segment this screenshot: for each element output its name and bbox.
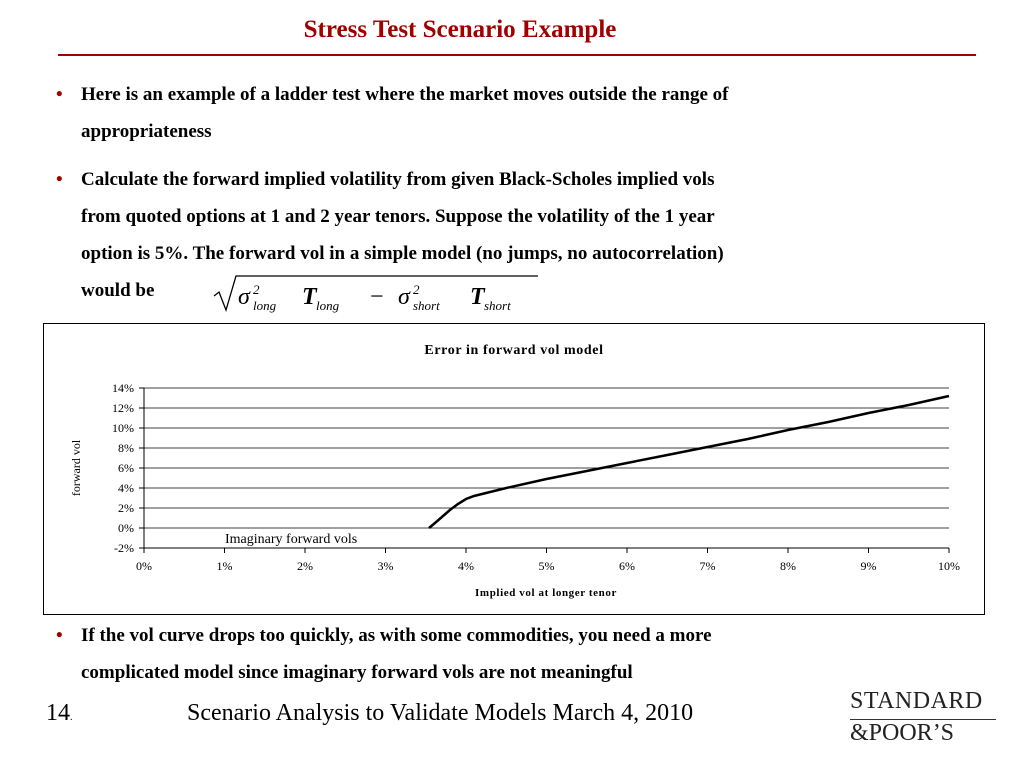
x-axis-ticks: [136, 548, 960, 573]
bullet-1: [81, 76, 961, 150]
y-tick-label: 12%: [112, 401, 134, 415]
bullet-line: would be: [81, 280, 155, 301]
chart-title: Error in forward vol model: [424, 343, 604, 358]
x-tick-label: 4%: [458, 559, 474, 573]
footer-title: Scenario Analysis to Validate Models March 4, 2010: [187, 700, 694, 726]
x-axis-label: Implied vol at longer tenor: [475, 587, 617, 599]
page-number-value: 14: [46, 700, 70, 726]
annotation-imaginary-forward-vols: Imaginary forward vols: [225, 532, 358, 547]
y-tick-label: 8%: [118, 441, 134, 455]
sigma-long-exponent: 2: [253, 282, 260, 297]
bullet-line: from quoted options at 1 and 2 year tenors. Suppose the volatility of the 1 year: [81, 206, 715, 227]
title-rule: [58, 54, 976, 56]
x-tick-label: 2%: [297, 559, 313, 573]
t-long: T: [302, 284, 317, 310]
minus-sign: −: [370, 284, 384, 310]
x-tick-label: 8%: [780, 559, 796, 573]
forward-vol-formula: [212, 272, 542, 314]
y-axis-ticks: [112, 381, 144, 555]
chart-frame: [43, 323, 985, 615]
t-short-subscript: short: [484, 298, 511, 313]
sigma-long-subscript: long: [253, 298, 277, 313]
x-tick-label: 9%: [860, 559, 877, 573]
page-number-dot: .: [70, 712, 73, 723]
sigma-short: σ: [398, 284, 410, 310]
x-tick-label: 10%: [938, 559, 960, 573]
logo-line-2: &POOR’S: [850, 720, 955, 746]
y-tick-label: 0%: [118, 521, 134, 535]
x-tick-label: 0%: [136, 559, 152, 573]
bullet-dot: •: [56, 169, 63, 190]
forward-vol-chart: [44, 324, 984, 614]
y-tick-label: 2%: [118, 501, 134, 515]
t-short: T: [470, 284, 485, 310]
t-long-subscript: long: [316, 298, 340, 313]
slide-title: Stress Test Scenario Example: [303, 16, 617, 43]
bullet-dot: •: [56, 84, 63, 105]
x-tick-label: 6%: [619, 559, 635, 573]
bullet-line: Here is an example of a ladder test where the market moves outside the range of: [81, 84, 729, 105]
x-tick-label: 3%: [377, 559, 394, 573]
standard-and-poors-logo: [850, 688, 1000, 756]
x-tick-label: 7%: [699, 559, 716, 573]
bullet-line: option is 5%. The forward vol in a simple model (no jumps, no autocorrelation): [81, 243, 724, 264]
bullet-line: If the vol curve drops too quickly, as with some commodities, you need a more: [81, 625, 712, 646]
grid-lines: [144, 388, 949, 548]
bullet-line: appropriateness: [81, 121, 212, 142]
bullet-3: [81, 617, 961, 691]
y-tick-label: 10%: [112, 421, 134, 435]
y-tick-label: 4%: [118, 481, 134, 495]
y-tick-label: 14%: [112, 381, 134, 395]
logo-line-1: STANDARD: [850, 688, 983, 714]
bullet-line: complicated model since imaginary forward vols are not meaningful: [81, 662, 633, 683]
page-number: [46, 700, 73, 727]
y-tick-label: 6%: [118, 461, 134, 475]
sigma-long: σ: [238, 284, 250, 310]
x-tick-label: 5%: [538, 559, 555, 573]
sigma-short-subscript: short: [413, 298, 440, 313]
x-tick-label: 1%: [216, 559, 233, 573]
bullet-line: Calculate the forward implied volatility from given Black-Scholes implied vols: [81, 169, 715, 190]
y-tick-label: -2%: [114, 541, 134, 555]
bullet-dot: •: [56, 625, 63, 646]
sigma-short-exponent: 2: [413, 282, 420, 297]
y-axis-label: forward vol: [69, 439, 83, 497]
